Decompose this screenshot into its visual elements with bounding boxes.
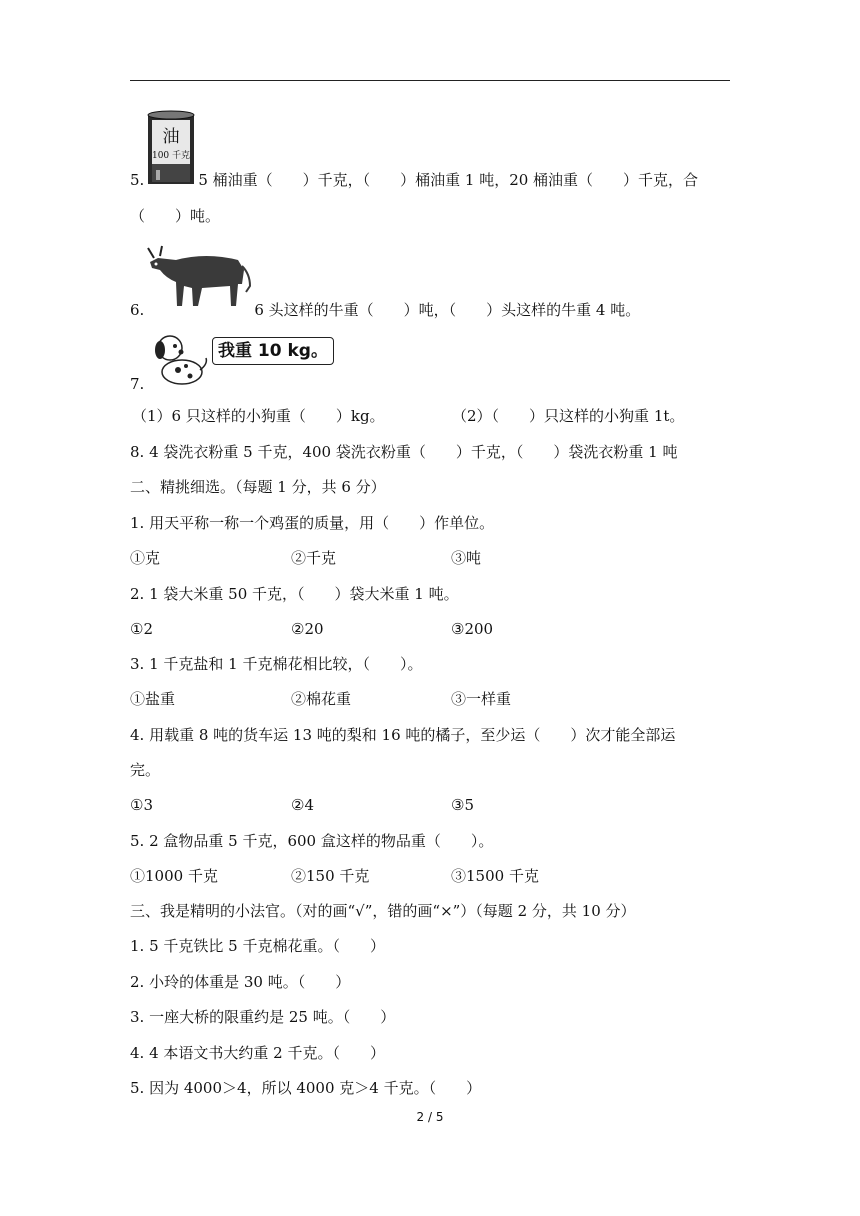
s2-q3-option-1: ①盐重 — [130, 690, 176, 708]
question-5-text: 5 桶油重（ ）千克，（ ）桶油重 1 吨，20 桶油重（ ）千克，合 — [198, 171, 699, 189]
s3-item-3: 3. 一座大桥的限重约是 25 吨。（ ） — [130, 1008, 396, 1026]
s2-question-3: 3. 1 千克盐和 1 千克棉花相比较，（ ）。 — [130, 655, 423, 673]
question-8: 8. 4 袋洗衣粉重 5 千克，400 袋洗衣粉重（ ）千克，（ ）袋洗衣粉重 1 吨 — [130, 443, 678, 461]
s2-q4-option-3: ③5 — [451, 796, 474, 814]
bubble-text: 我重 10 kg。 — [218, 341, 328, 361]
s2-q4-option-1: ①3 — [130, 796, 153, 814]
question-6 — [130, 300, 640, 320]
s2-q1-option-2: ②千克 — [291, 549, 337, 567]
can-label: 100 千克 — [151, 151, 191, 161]
s2-question-4: 4. 用载重 8 吨的货车运 13 吨的梨和 16 吨的橘子，至少运（ ）次才能全部运 — [130, 726, 676, 744]
speech-bubble — [212, 337, 334, 365]
s2-question-1: 1. 用天平称一称一个鸡蛋的质量，用（ ）作单位。 — [130, 514, 495, 532]
page-number: 2 / 5 — [416, 1110, 444, 1124]
header-rule — [130, 80, 730, 81]
s2-question-5: 5. 2 盒物品重 5 千克，600 盒这样的物品重（ ）。 — [130, 832, 494, 850]
s2-q2-option-3: ③200 — [451, 620, 494, 638]
question-6-num: 6. — [130, 301, 145, 319]
section-3-heading: 三、我是精明的小法官。（对的画“√”，错的画“×”）（每题 2 分，共 10 分） — [130, 902, 636, 920]
question-5-num: 5. — [130, 171, 145, 189]
section-2-heading: 二、精挑细选。（每题 1 分，共 6 分） — [130, 478, 386, 496]
s2-q3-option-3: ③一样重 — [451, 690, 512, 708]
s2-question-2: 2. 1 袋大米重 50 千克，（ ）袋大米重 1 吨。 — [130, 585, 459, 603]
question-7-part2: （2）（ ）只这样的小狗重 1t。 — [452, 407, 685, 425]
s2-q2-option-1: ①2 — [130, 620, 153, 638]
s2-q2-option-2: ②20 — [291, 620, 324, 638]
s2-q1-option-3: ③吨 — [451, 549, 482, 567]
question-5 — [130, 170, 698, 190]
s2-q5-option-1: ①1000 千克 — [130, 867, 218, 885]
s2-q4-option-2: ②4 — [291, 796, 314, 814]
s3-item-2: 2. 小玲的体重是 30 吨。（ ） — [130, 973, 351, 991]
s2-q5-option-2: ②150 千克 — [291, 867, 370, 885]
question-7-num: 7. — [130, 375, 145, 393]
question-6-text: 6 头这样的牛重（ ）吨，（ ）头这样的牛重 4 吨。 — [254, 301, 641, 319]
s3-item-4: 4. 4 本语文书大约重 2 千克。（ ） — [130, 1044, 385, 1062]
s2-q5-option-3: ③1500 千克 — [451, 867, 539, 885]
s2-q1-option-1: ①克 — [130, 549, 161, 567]
can-char: 油 — [162, 127, 180, 147]
s3-item-5: 5. 因为 4000＞4，所以 4000 克＞4 千克。（ ） — [130, 1079, 482, 1097]
question-5-cont: （ ）吨。 — [130, 207, 221, 225]
s3-item-1: 1. 5 千克铁比 5 千克棉花重。（ ） — [130, 937, 385, 955]
s2-q3-option-2: ②棉花重 — [291, 690, 352, 708]
s2-question-4-cont: 完。 — [130, 761, 161, 779]
question-7-part1: （1）6 只这样的小狗重（ ）kg。 — [132, 407, 385, 425]
dog-icon — [148, 330, 212, 388]
